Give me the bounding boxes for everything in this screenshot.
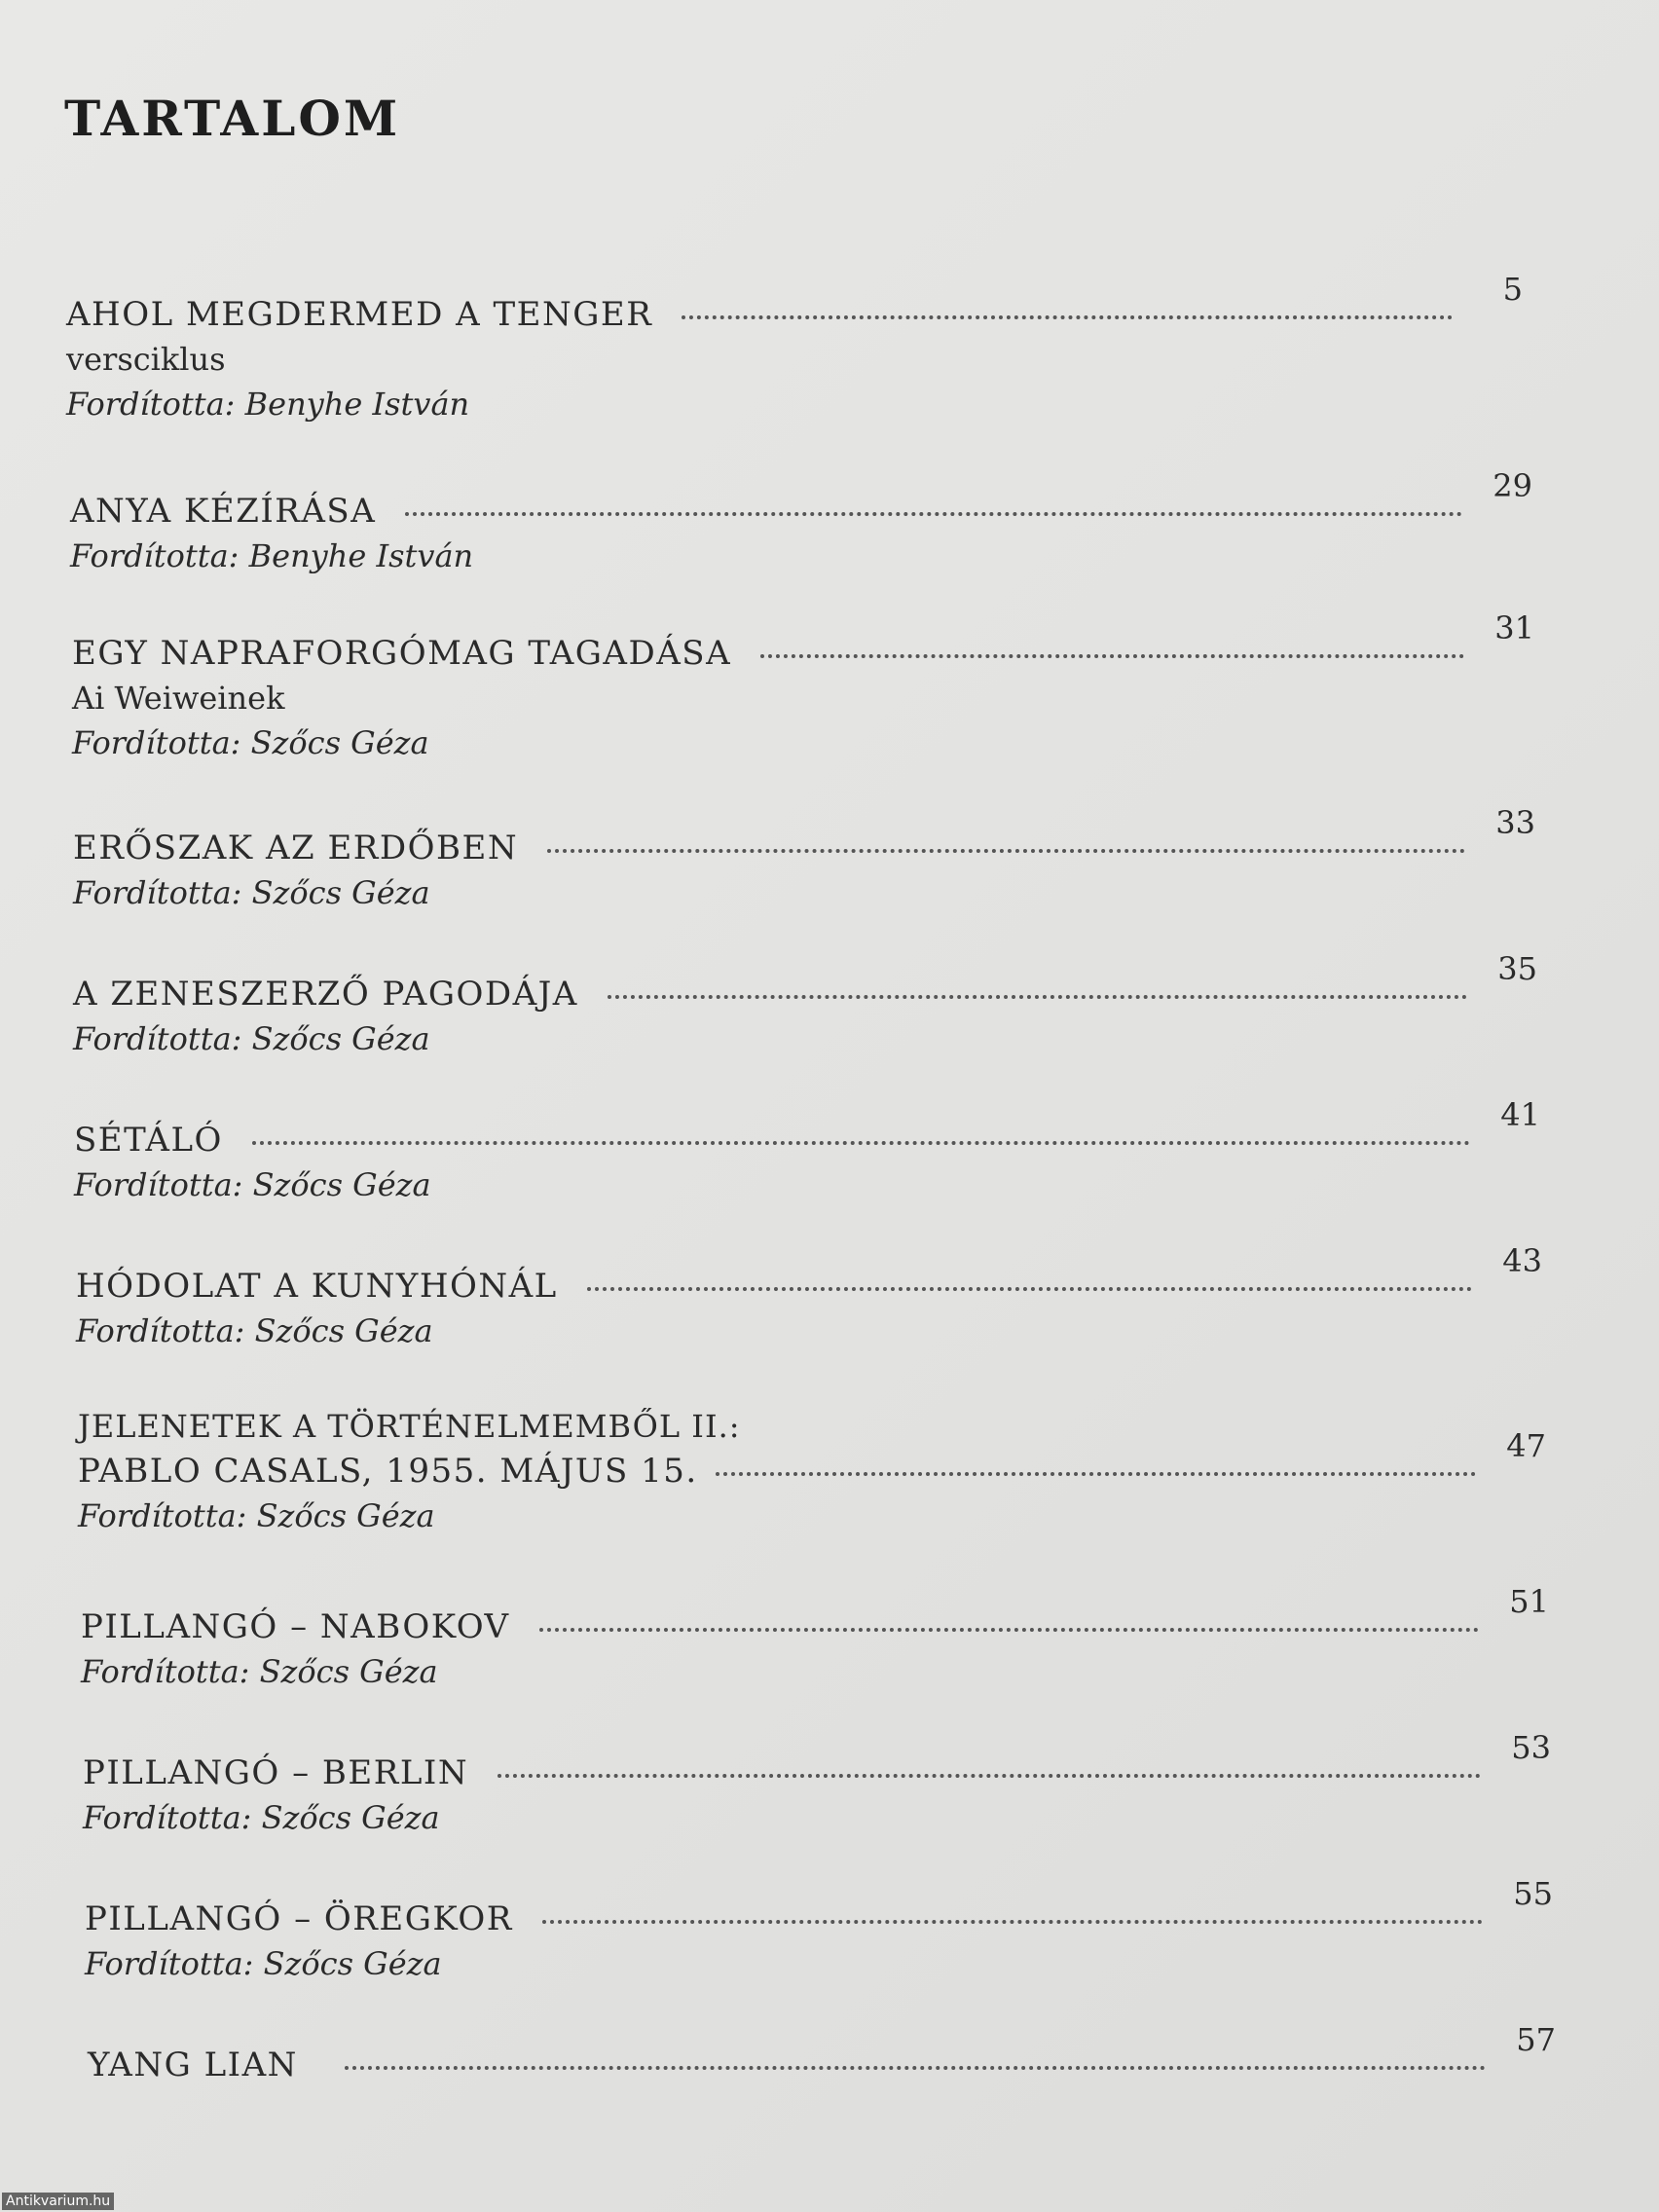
toc-page-number: 31 — [1494, 609, 1534, 646]
toc-title-line — [81, 1583, 1549, 1649]
toc-title: AHOL MEGDERMED A TENGER — [66, 295, 653, 334]
leader-dots — [539, 1628, 1479, 1632]
toc-entry — [81, 1583, 1549, 1694]
toc-entry — [66, 271, 1523, 426]
leader-dots — [682, 315, 1453, 319]
leader-dots — [542, 1920, 1483, 1924]
leader-dots — [498, 1774, 1481, 1778]
toc-title: PILLANGÓ – ÖREGKOR — [85, 1899, 513, 1938]
toc-translator: Fordította: Szőcs Géza — [76, 1312, 433, 1349]
leader-dots — [760, 654, 1464, 658]
toc-title: ERŐSZAK AZ ERDŐBEN — [73, 829, 519, 867]
toc-page-number: 55 — [1513, 1875, 1553, 1912]
toc-page-number: 35 — [1497, 950, 1537, 987]
leader-dots — [547, 849, 1465, 853]
page-heading: TARTALOM — [64, 90, 401, 147]
toc-title-line — [83, 1729, 1551, 1795]
toc-page-number: 29 — [1493, 467, 1532, 504]
toc-page-number: 41 — [1500, 1096, 1540, 1133]
toc-title-first-line: JELENETEK A TÖRTÉNELMEMBŐL II.: — [78, 1408, 741, 1445]
toc-translator: Fordította: Szőcs Géza — [85, 1945, 442, 1982]
toc-entry — [74, 1096, 1540, 1207]
toc-title: EGY NAPRAFORGÓMAG TAGADÁSA — [72, 634, 732, 673]
leader-dots — [252, 1141, 1470, 1145]
toc-title: YANG LIAN — [88, 2046, 298, 2084]
toc-page-number: 51 — [1509, 1583, 1549, 1620]
toc-translator: Fordította: Szőcs Géza — [74, 1166, 431, 1203]
toc-translator: Fordította: Szőcs Géza — [73, 1020, 430, 1057]
toc-title-line — [66, 271, 1523, 337]
toc-entry — [70, 467, 1532, 578]
toc-title: PABLO CASALS, 1955. MÁJUS 15. — [78, 1452, 698, 1491]
toc-subtitle: Ai Weiweinek — [72, 680, 285, 717]
toc-translator: Fordította: Szőcs Géza — [78, 1497, 435, 1534]
toc-entry — [88, 2021, 1556, 2087]
toc-page-number: 5 — [1502, 271, 1523, 308]
toc-title: PILLANGÓ – NABOKOV — [81, 1607, 510, 1646]
toc-page-number: 33 — [1495, 804, 1535, 841]
toc-subtitle: versciklus — [66, 341, 226, 378]
toc-title-line — [70, 467, 1532, 534]
leader-dots — [345, 2066, 1486, 2070]
toc-entry — [76, 1242, 1542, 1353]
toc-title-line — [74, 1096, 1540, 1162]
toc-title: SÉTÁLÓ — [74, 1121, 223, 1160]
toc-title-line — [76, 1242, 1542, 1309]
toc-translator: Fordította: Szőcs Géza — [81, 1653, 438, 1690]
toc-title-line — [73, 950, 1537, 1016]
toc-translator: Fordította: Benyhe István — [70, 537, 474, 574]
toc-page-number: 53 — [1511, 1729, 1551, 1766]
toc-translator: Fordította: Szőcs Géza — [83, 1799, 440, 1836]
toc-title-line — [72, 609, 1534, 676]
toc-title-line — [73, 804, 1535, 870]
toc-translator: Fordította: Benyhe István — [66, 386, 470, 423]
toc-page-number: 43 — [1502, 1242, 1542, 1279]
toc-page-number: 57 — [1516, 2021, 1556, 2058]
toc-translator: Fordította: Szőcs Géza — [72, 724, 429, 761]
toc-title: ANYA KÉZÍRÁSA — [70, 492, 377, 531]
toc-entry — [73, 950, 1537, 1061]
toc-entry — [78, 1404, 1546, 1538]
leader-dots — [716, 1472, 1476, 1476]
toc-translator: Fordította: Szőcs Géza — [73, 874, 430, 911]
toc-title-line — [85, 1875, 1553, 1941]
toc-entry — [73, 804, 1535, 915]
toc-title-line — [78, 1427, 1546, 1493]
toc-title: A ZENESZERZŐ PAGODÁJA — [73, 975, 578, 1014]
leader-dots — [587, 1287, 1472, 1291]
toc-entry — [72, 609, 1534, 765]
toc-title-line — [88, 2021, 1556, 2087]
toc-page-number: 47 — [1506, 1427, 1546, 1464]
toc-title: PILLANGÓ – BERLIN — [83, 1753, 469, 1792]
leader-dots — [405, 512, 1462, 516]
toc-title: HÓDOLAT A KUNYHÓNÁL — [76, 1267, 558, 1306]
leader-dots — [608, 995, 1467, 999]
toc-entry — [83, 1729, 1551, 1840]
toc-entry — [85, 1875, 1553, 1986]
watermark-label: Antikvarium.hu — [2, 2193, 114, 2210]
